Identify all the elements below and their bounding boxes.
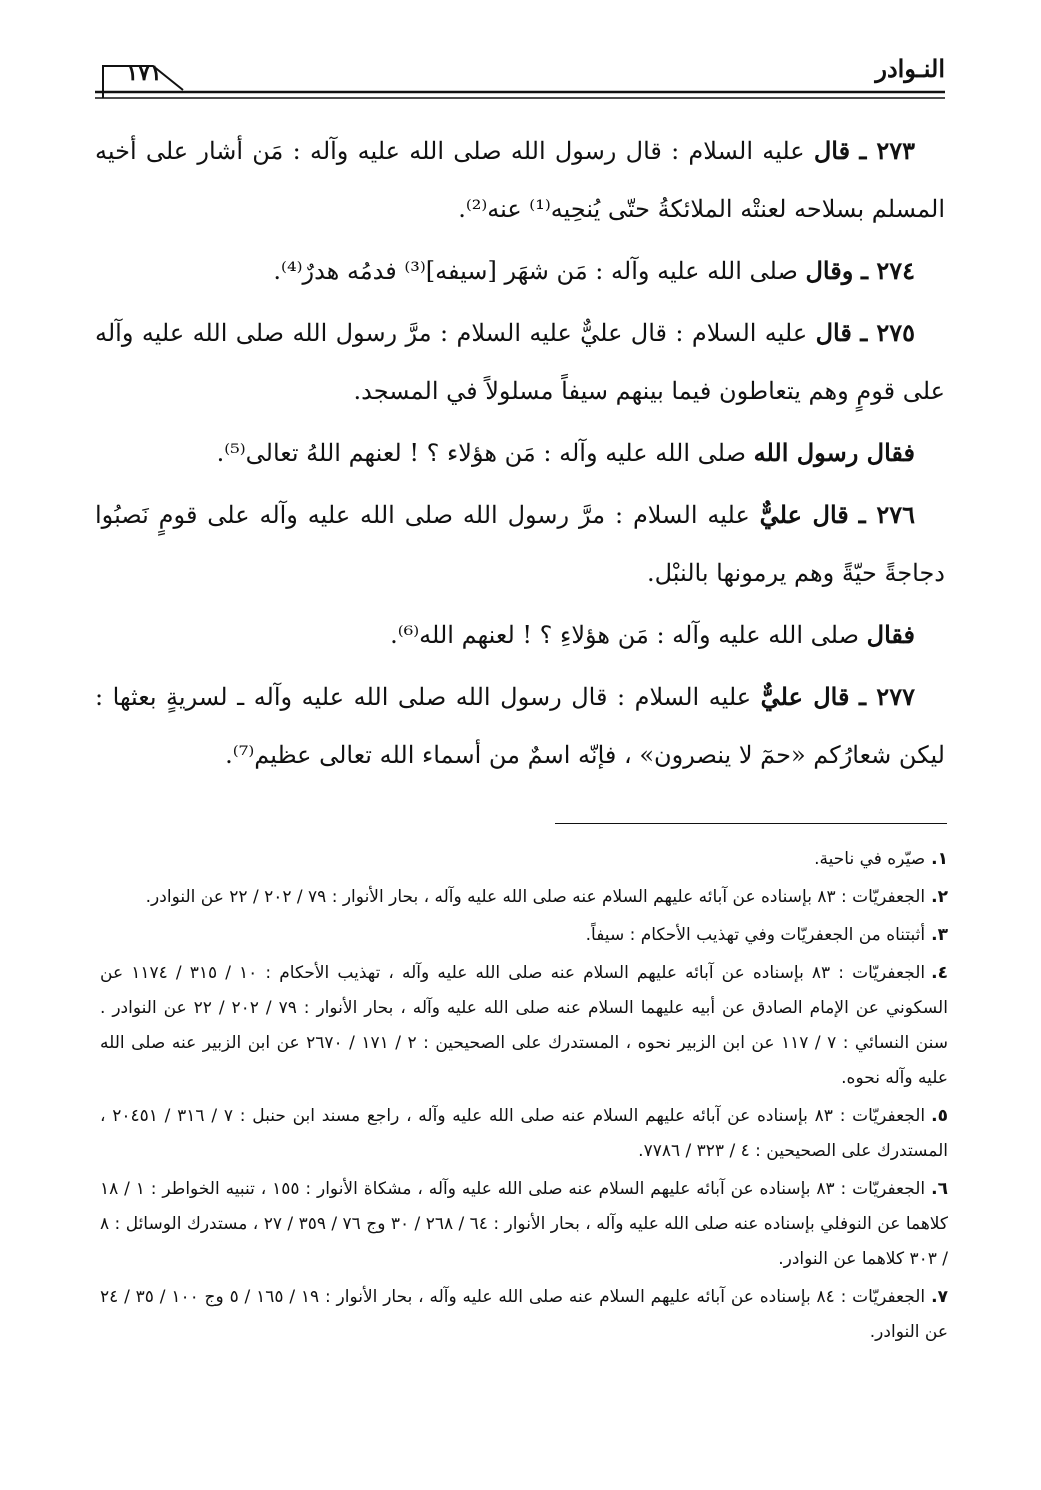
footnote-2: [100, 880, 948, 915]
hadith-275-reply: [95, 424, 945, 482]
footnote-text: الجعفريّات : ٨٣ بإسناده عن آبائه عليهم السلام عنه صلى الله عليه وآله ، تهذيب الأحكام : ١٠ / ٣١٥ / ١١٧٤ عن السكوني عن الإمام الصادق عن أبيه عليهما السلام عنه صلى الله عليه وآله ، بحار الأنوار : ٧٩ / ٢٠٢ / ٢٢ عن النوادر . سنن النسائي : ٧ / ١١٧ عن ابن الزبير نحوه ، المستدرك على الصحيحين : ٢ / ١٧١ / ٢٦٧٠ عن ابن الزبير عنه صلى الله عليه وآله نحوه.: [100, 963, 948, 1088]
footnote-text: أثبتناه من الجعفريّات وفي تهذيب الأحكام : سيفاً.: [585, 925, 926, 945]
footnote-text: الجعفريّات : ٨٣ بإسناده عن آبائه عليهم السلام عنه صلى الله عليه وآله ، مشكاة الأنوار : ١٥٥ ، تنبيه الخواطر : ١ / ١٨ كلاهما عن النوفلي بإسناده عنه صلى الله عليه وآله ، بحار الأنوار : ٦٤ / ٢٦٨ / ٣٠ وج ٧٦ / ٣٥٩ / ٢٧ ، مستدرك الوسائل : ٨ / ٣٠٣ كلاهما عن النوادر.: [100, 1179, 949, 1269]
footnote-separator: [555, 823, 947, 824]
hadith-number: ٢٧٣ ـ: [859, 136, 916, 165]
header-rule-ornament: [95, 48, 945, 100]
hadith-lead: قال عليٌّ: [759, 500, 849, 529]
hadith-text: عليه السلام : قال عليٌّ عليه السلام : مرَّ رسول الله صلى الله عليه وآله على قومٍ وهم يتعاطون فيما بينهم سيفاً مسلولاً في المسجد.: [95, 319, 945, 405]
footnote-text: صيّره في ناحية.: [814, 849, 926, 869]
hadith-lead: قال: [815, 318, 852, 347]
hadith-text: صلى الله عليه وآله : مَن هؤلاءِ ؟ ! لعنهم الله⁽⁶⁾.: [390, 621, 859, 649]
footnote-1: [100, 842, 948, 877]
footnote-4: [100, 956, 948, 1096]
hadith-number: ٢٧٦ ـ: [858, 500, 915, 529]
hadith-lead: فقال رسول الله: [753, 438, 915, 467]
hadith-text: صلى الله عليه وآله : مَن هؤلاء ؟ ! لعنهم اللهُ تعالى⁽⁵⁾.: [216, 439, 746, 467]
hadith-lead: قال عليٌّ: [760, 682, 850, 711]
hadith-lead: فقال: [866, 620, 915, 649]
hadith-lead: وقال: [805, 256, 854, 285]
footnote-number: ٦.: [931, 1179, 948, 1199]
footnote-number: ٣.: [931, 925, 948, 945]
footnote-number: ٢.: [931, 887, 948, 907]
footnote-text: الجعفريّات : ٨٤ بإسناده عن آبائه عليهم السلام عنه صلى الله عليه وآله ، بحار الأنوار : ١٩ / ١٦٥ / ٥ وج ١٠٠ / ٣٥ / ٢٤ عن النوادر.: [100, 1287, 948, 1342]
hadith-275: [95, 304, 945, 420]
footnotes: [100, 842, 948, 1353]
footnote-number: ٧.: [931, 1287, 948, 1307]
hadith-273: [95, 122, 945, 238]
footnote-text: الجعفريّات : ٨٣ بإسناده عن آبائه عليهم السلام عنه صلى الله عليه وآله ، راجع مسند ابن حنبل : ٧ / ٣١٦ / ٢٠٤٥١ ، المستدرك على الصحيحين : ٤ / ٣٢٣ / ٧٧٨٦.: [100, 1106, 948, 1161]
footnote-7: [100, 1280, 948, 1350]
hadith-text: عليه السلام : قال رسول الله صلى الله عليه وآله ـ لسريةٍ بعثها : ليكن شعارُكم «حمٓ لا ينصرون» ، فإنّه اسمٌ من أسماء الله تعالى عظيم⁽⁷⁾.: [95, 683, 945, 769]
page-header: [95, 48, 945, 100]
running-title: النـوادر: [875, 54, 945, 83]
footnote-number: ٤.: [931, 963, 948, 983]
footnote-text: الجعفريّات : ٨٣ بإسناده عن آبائه عليهم السلام عنه صلى الله عليه وآله ، بحار الأنوار : ٧٩ / ٢٠٢ / ٢٢ عن النوادر.: [145, 887, 926, 907]
page-number: ١٧١: [126, 60, 162, 86]
footnote-6: [100, 1172, 948, 1277]
hadith-276-reply: [95, 606, 945, 664]
hadith-276: [95, 486, 945, 602]
footnote-number: ٥.: [931, 1106, 949, 1126]
hadith-text: عليه السلام : قال رسول الله صلى الله عليه وآله : مَن أشار على أخيه المسلم بسلاحه لعنتْه الملائكةُ حتّى يُنحِيه⁽¹⁾ عنه⁽²⁾.: [95, 137, 945, 223]
hadith-number: ٢٧٥ ـ: [860, 318, 916, 347]
hadith-number: ٢٧٤ ـ: [860, 256, 915, 285]
hadith-lead: قال: [813, 136, 851, 165]
hadith-number: ٢٧٧ ـ: [858, 682, 915, 711]
hadith-text: صلى الله عليه وآله : مَن شهَر [سيفه]⁽³⁾ فدمُه هدرٌ⁽⁴⁾.: [273, 257, 798, 285]
footnote-number: ١.: [931, 849, 948, 869]
footnote-5: [100, 1099, 948, 1169]
hadith-274: [95, 242, 945, 300]
hadith-277: [95, 668, 945, 784]
main-text: [95, 122, 945, 788]
hadith-text: عليه السلام : مرَّ رسول الله صلى الله عليه وآله على قومٍ نَصبُوا دجاجةً حيّةً وهم يرمونها بالنبْل.: [95, 501, 945, 587]
footnote-3: [100, 918, 948, 953]
